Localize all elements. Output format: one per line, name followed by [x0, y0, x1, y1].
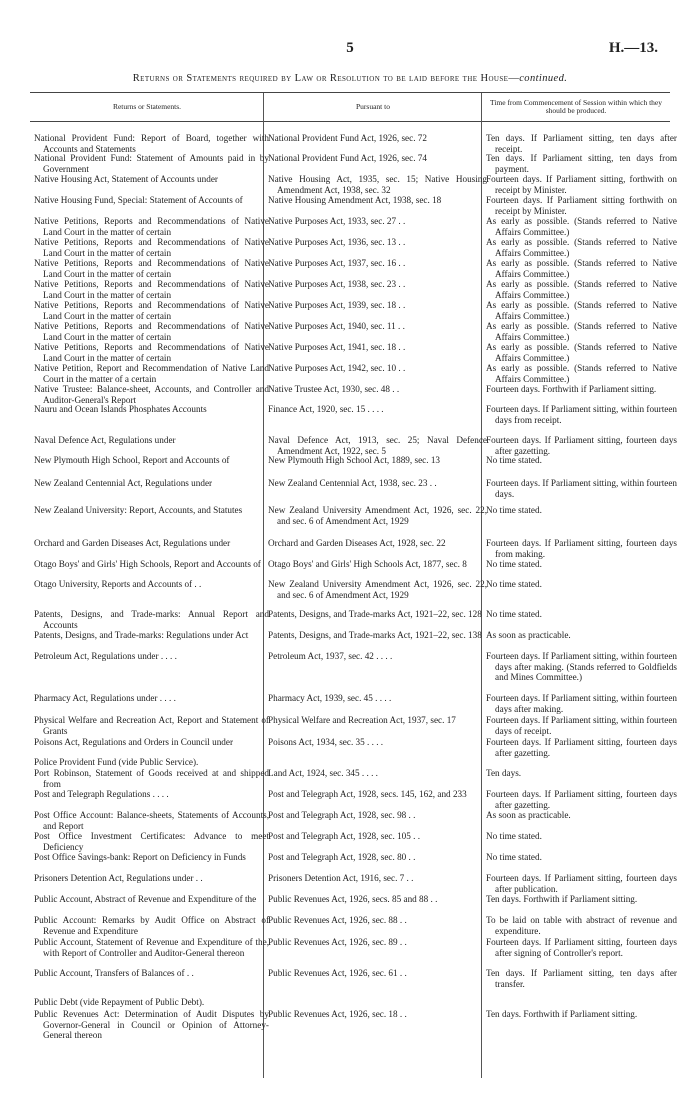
returns-cell: Native Petitions, Reports and Recommendations of Native Land Court in the matter of certain [34, 216, 269, 237]
time-cell: Fourteen days. If Parliament sitting, within fourteen days. [486, 478, 677, 499]
returns-cell: Police Provident Fund (vide Public Service). [34, 757, 199, 767]
time-cell: Ten days. If Parliament sitting, ten days after receipt. [486, 133, 677, 154]
pursuant-cell: Public Revenues Act, 1926, sec. 89 . . [268, 937, 407, 947]
time-cell: As early as possible. (Stands referred to Native Affairs Committee.) [486, 363, 677, 384]
pursuant-cell: Native Purposes Act, 1939, sec. 18 . . [268, 300, 406, 310]
time-cell: As early as possible. (Stands referred to Native Affairs Committee.) [486, 321, 677, 342]
pursuant-cell: Native Purposes Act, 1938, sec. 23 . . [268, 279, 406, 289]
pursuant-cell: Post and Telegraph Act, 1928, sec. 105 . . [268, 831, 421, 841]
time-cell: Fourteen days. If Parliament sitting, forthwith on receipt by Minister. [486, 174, 677, 195]
returns-cell: Prisoners Detention Act, Regulations under . . [34, 873, 203, 883]
time-cell: Ten days. If Parliament sitting, ten days after transfer. [486, 968, 677, 989]
returns-cell: Native Trustee: Balance-sheet, Accounts, and Controller and Auditor-General's Report [34, 384, 269, 405]
time-cell: Ten days. Forthwith if Parliament sitting. [486, 894, 638, 904]
time-cell: To be laid on table with abstract of revenue and expenditure. [486, 915, 677, 936]
pursuant-cell: New Zealand Centennial Act, 1938, sec. 23 . . [268, 478, 437, 488]
returns-cell: Patents, Designs, and Trade-marks: Regulations under Act [34, 630, 249, 640]
returns-cell: Native Housing Act, Statement of Accounts under [34, 174, 218, 184]
time-cell: Fourteen days. If Parliament sitting, fourteen days after gazetting. [486, 737, 677, 758]
pursuant-cell: Orchard and Garden Diseases Act, 1928, sec. 22 [268, 538, 446, 548]
returns-cell: Native Petition, Report and Recommendation of Native Land Court in the matter of a certain [34, 363, 269, 384]
returns-cell: Orchard and Garden Diseases Act, Regulations under [34, 538, 231, 548]
time-cell: Fourteen days. If Parliament sitting, within fourteen days after making. (Stands referred to Goldfields and Mines Committee.) [486, 651, 677, 683]
pursuant-cell: Otago Boys' and Girls' High Schools Act, 1877, sec. 8 [268, 559, 467, 569]
returns-cell: National Provident Fund: Report of Board, together with Accounts and Statements [34, 133, 269, 154]
time-cell: Fourteen days. If Parliament sitting, within fourteen days from receipt. [486, 404, 677, 425]
page-heading [30, 73, 670, 84]
returns-cell: Native Petitions, Reports and Recommendations of Native Land Court in the matter of certain [34, 342, 269, 363]
pursuant-cell: Poisons Act, 1934, sec. 35 . . . . [268, 737, 384, 747]
returns-cell: Petroleum Act, Regulations under . . . . [34, 651, 177, 661]
time-cell: As early as possible. (Stands referred to Native Affairs Committee.) [486, 342, 677, 363]
returns-cell: Native Petitions, Reports and Recommendations of Native Land Court in the matter of certain [34, 279, 269, 300]
column-header-pursuant: Pursuant to [264, 93, 482, 122]
pursuant-cell: National Provident Fund Act, 1926, sec. 72 [268, 133, 427, 143]
column-header-time: Time from Commencement of Session within which they should be produced. [482, 93, 670, 122]
pursuant-cell: Native Trustee Act, 1930, sec. 48 . . [268, 384, 400, 394]
time-cell: Ten days. If Parliament sitting, ten days from payment. [486, 153, 677, 174]
pursuant-cell: Native Housing Amendment Act, 1938, sec. 18 [268, 195, 442, 205]
document-reference: H.—13. [608, 40, 658, 56]
time-cell: As early as possible. (Stands referred to Native Affairs Committee.) [486, 237, 677, 258]
pursuant-cell: Native Purposes Act, 1940, sec. 11 . . [268, 321, 405, 331]
returns-cell: Public Account: Remarks by Audit Office on Abstract of Revenue and Expenditure [34, 915, 269, 936]
returns-cell: Pharmacy Act, Regulations under . . . . [34, 693, 176, 703]
pursuant-cell: Post and Telegraph Act, 1928, sec. 98 . . [268, 810, 416, 820]
time-cell: No time stated. [486, 455, 542, 465]
time-cell: No time stated. [486, 579, 542, 589]
returns-cell: Patents, Designs, and Trade-marks: Annual Report and Accounts [34, 609, 269, 630]
time-cell: No time stated. [486, 852, 542, 862]
returns-cell: Otago University, Reports and Accounts of . . [34, 579, 202, 589]
returns-cell: Post Office Account: Balance-sheets, Statements of Accounts, and Report [34, 810, 269, 831]
returns-cell: New Plymouth High School, Report and Accounts of [34, 455, 230, 465]
pursuant-cell: Native Purposes Act, 1941, sec. 18 . . [268, 342, 406, 352]
pursuant-cell: Public Revenues Act, 1926, sec. 88 . . [268, 915, 407, 925]
returns-cell: Post Office Investment Certificates: Advance to meet Deficiency [34, 831, 269, 852]
pursuant-cell: Native Purposes Act, 1942, sec. 10 . . [268, 363, 406, 373]
returns-cell: National Provident Fund: Statement of Amounts paid in by Government [34, 153, 269, 174]
pursuant-cell: Native Housing Act, 1935, sec. 15; Native Housing Amendment Act, 1938, sec. 32 [268, 174, 487, 195]
returns-cell: Poisons Act, Regulations and Orders in Council under [34, 737, 234, 747]
pursuant-cell: Public Revenues Act, 1926, secs. 85 and 88 . . [268, 894, 438, 904]
time-cell: Fourteen days. If Parliament sitting, fourteen days from making. [486, 538, 677, 559]
time-cell: Fourteen days. If Parliament sitting, within fourteen days after making. [486, 693, 677, 714]
returns-cell: Post and Telegraph Regulations . . . . [34, 789, 169, 799]
time-cell: As soon as practicable. [486, 630, 571, 640]
returns-cell: Post Office Savings-bank: Report on Deficiency in Funds [34, 852, 246, 862]
time-cell: No time stated. [486, 609, 542, 619]
pursuant-cell: Pharmacy Act, 1939, sec. 45 . . . . [268, 693, 392, 703]
time-cell: No time stated. [486, 559, 542, 569]
pursuant-cell: Native Purposes Act, 1933, sec. 27 . . [268, 216, 406, 226]
time-cell: No time stated. [486, 505, 542, 515]
pursuant-cell: New Zealand University Amendment Act, 1926, sec. 22, and sec. 6 of Amendment Act, 1929 [268, 579, 487, 600]
returns-cell: New Zealand University: Report, Accounts, and Statutes [34, 505, 243, 515]
returns-cell: New Zealand Centennial Act, Regulations under [34, 478, 213, 488]
time-cell: Fourteen days. If Parliament sitting, fourteen days after gazetting. [486, 789, 677, 810]
time-cell: No time stated. [486, 831, 542, 841]
page-number: 5 [346, 40, 354, 56]
pursuant-cell: Public Revenues Act, 1926, sec. 18 . . [268, 1009, 407, 1019]
returns-cell: Public Account, Transfers of Balances of . . [34, 968, 194, 978]
returns-cell: Native Petitions, Reports and Recommendations of Native Land Court in the matter of certain [34, 237, 269, 258]
pursuant-cell: Land Act, 1924, sec. 345 . . . . [268, 768, 378, 778]
returns-cell: Native Housing Fund, Special: Statement of Accounts of [34, 195, 243, 205]
returns-cell: Otago Boys' and Girls' High Schools, Report and Accounts of [34, 559, 261, 569]
time-cell: Ten days. Forthwith if Parliament sitting. [486, 1009, 638, 1019]
returns-cell: Public Revenues Act: Determination of Audit Disputes by Governor-General in Council or Opinion of Attorney-General thereon [34, 1009, 269, 1041]
returns-cell: Nauru and Ocean Islands Phosphates Accounts [34, 404, 207, 414]
column-header-returns: Returns or Statements. [30, 93, 264, 122]
returns-cell: Public Account, Statement of Revenue and Expenditure of the, with Report of Controller and Auditor-General thereon [34, 937, 269, 958]
pursuant-cell: Public Revenues Act, 1926, sec. 61 . . [268, 968, 407, 978]
returns-cell: Naval Defence Act, Regulations under [34, 435, 176, 445]
pursuant-cell: Post and Telegraph Act, 1928, secs. 145, 162, and 233 [268, 789, 467, 799]
pursuant-cell: Native Purposes Act, 1937, sec. 16 . . [268, 258, 406, 268]
pursuant-cell: Petroleum Act, 1937, sec. 42 . . . . [268, 651, 393, 661]
pursuant-cell: New Zealand University Amendment Act, 1926, sec. 22, and sec. 6 of Amendment Act, 1929 [268, 505, 487, 526]
pursuant-cell: Physical Welfare and Recreation Act, 1937, sec. 17 [268, 715, 456, 725]
heading-suffix: continued. [519, 73, 568, 84]
pursuant-cell: Prisoners Detention Act, 1916, sec. 7 . . [268, 873, 414, 883]
returns-cell: Public Debt (vide Repayment of Public Debt). [34, 997, 205, 1007]
time-cell: Ten days. [486, 768, 522, 778]
time-cell: As early as possible. (Stands referred to Native Affairs Committee.) [486, 258, 677, 279]
time-cell: As early as possible. (Stands referred to Native Affairs Committee.) [486, 279, 677, 300]
time-cell: Fourteen days. If Parliament sitting, within fourteen days of receipt. [486, 715, 677, 736]
returns-cell: Native Petitions, Reports and Recommendations of Native Land Court in the matter of certain [34, 300, 269, 321]
time-cell: Fourteen days. Forthwith if Parliament sitting. [486, 384, 657, 394]
time-cell: Fourteen days. If Parliament sitting, fourteen days after publication. [486, 873, 677, 894]
pursuant-cell: National Provident Fund Act, 1926, sec. 74 [268, 153, 427, 163]
returns-cell: Public Account, Abstract of Revenue and Expenditure of the [34, 894, 257, 904]
pursuant-cell: Patents, Designs, and Trade-marks Act, 1921–22, sec. 128 [268, 609, 482, 619]
returns-cell: Native Petitions, Reports and Recommendations of Native Land Court in the matter of certain [34, 258, 269, 279]
pursuant-cell: New Plymouth High School Act, 1889, sec. 13 [268, 455, 441, 465]
heading-main: Returns or Statements required by Law or Resolution to be laid before the House— [132, 73, 520, 84]
returns-cell: Physical Welfare and Recreation Act, Report and Statement of Grants [34, 715, 269, 736]
time-cell: Fourteen days. If Parliament sitting, fourteen days after gazetting. [486, 435, 677, 456]
time-cell: As soon as practicable. [486, 810, 571, 820]
pursuant-cell: Post and Telegraph Act, 1928, sec. 80 . . [268, 852, 416, 862]
returns-table [30, 92, 677, 1078]
time-cell: Fourteen days. If Parliament sitting, fourteen days after signing of Controller's report. [486, 937, 677, 958]
time-cell: Fourteen days. If Parliament sitting forthwith on receipt by Minister. [486, 195, 677, 216]
time-cell: As early as possible. (Stands referred to Native Affairs Committee.) [486, 216, 677, 237]
time-cell: As early as possible. (Stands referred to Native Affairs Committee.) [486, 300, 677, 321]
pursuant-cell: Native Purposes Act, 1936, sec. 13 . . [268, 237, 406, 247]
pursuant-cell: Naval Defence Act, 1913, sec. 25; Naval Defence Amendment Act, 1922, sec. 5 [268, 435, 487, 456]
pursuant-cell: Finance Act, 1920, sec. 15 . . . . [268, 404, 384, 414]
returns-cell: Native Petitions, Reports and Recommendations of Native Land Court in the matter of certain [34, 321, 269, 342]
returns-cell: Port Robinson, Statement of Goods received at and shipped from [34, 768, 269, 789]
pursuant-cell: Patents, Designs, and Trade-marks Act, 1921–22, sec. 138 [268, 630, 482, 640]
